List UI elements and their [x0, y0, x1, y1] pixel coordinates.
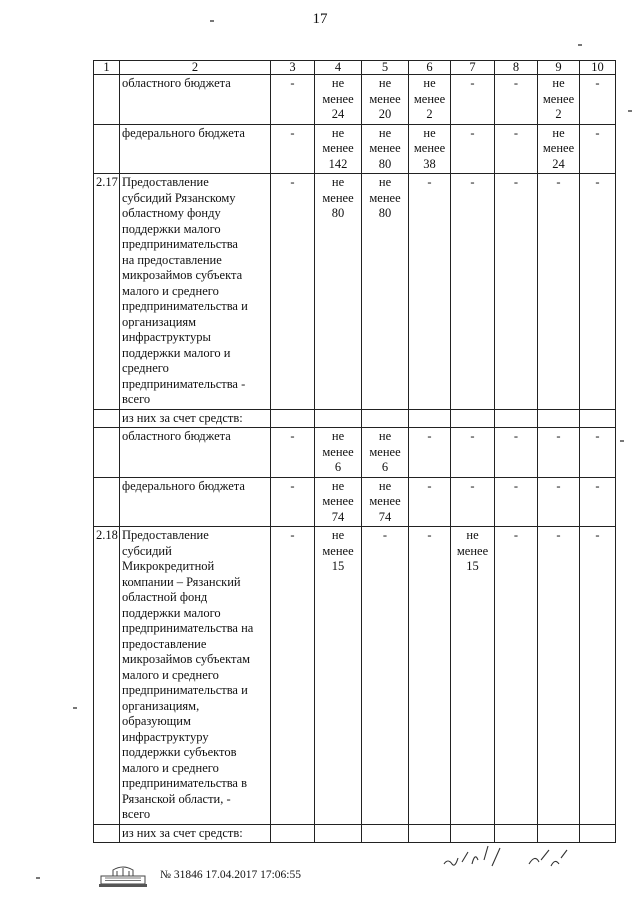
value-cell-col-9: не менее 24 — [538, 124, 580, 174]
value-cell-col-10: - — [580, 527, 616, 825]
row-number — [94, 75, 120, 125]
value-cell-col-7: - — [451, 428, 495, 478]
row-description: из них за счет средств: — [120, 409, 271, 428]
value-cell-col-7: - — [451, 124, 495, 174]
value-cell-col-9: - — [538, 477, 580, 527]
value-cell-col-8 — [495, 409, 538, 428]
value-cell-col-5: не менее 6 — [362, 428, 409, 478]
row-number — [94, 409, 120, 428]
value-cell-col-7: - — [451, 75, 495, 125]
scan-speck — [578, 44, 582, 46]
row-number — [94, 477, 120, 527]
value-cell-col-10: - — [580, 124, 616, 174]
header-row — [94, 61, 616, 75]
row-number — [94, 124, 120, 174]
value-cell-col-7 — [451, 409, 495, 428]
value-cell-col-3: - — [271, 527, 315, 825]
value-cell-col-3: - — [271, 75, 315, 125]
signature-mark-2 — [525, 842, 575, 874]
value-cell-col-4: не менее 15 — [315, 527, 362, 825]
value-cell-col-4: не менее 6 — [315, 428, 362, 478]
value-cell-col-4 — [315, 409, 362, 428]
column-header-3: 3 — [271, 61, 315, 75]
value-cell-col-4: не менее 24 — [315, 75, 362, 125]
row-number: 2.18 — [94, 527, 120, 825]
row-description: из них за счет средств: — [120, 824, 271, 843]
column-header-5: 5 — [362, 61, 409, 75]
value-cell-col-8: - — [495, 428, 538, 478]
row-description: федерального бюджета — [120, 477, 271, 527]
value-cell-col-9 — [538, 409, 580, 428]
value-cell-col-5: не менее 74 — [362, 477, 409, 527]
value-cell-col-10: - — [580, 428, 616, 478]
page-number: 17 — [312, 11, 328, 27]
scan-speck — [628, 110, 632, 112]
table-row — [94, 75, 616, 125]
value-cell-col-4: не менее 80 — [315, 174, 362, 410]
value-cell-col-9: - — [538, 428, 580, 478]
row-description: областного бюджета — [120, 75, 271, 125]
scan-speck — [73, 707, 77, 709]
value-cell-col-9: - — [538, 174, 580, 410]
value-cell-col-6 — [409, 409, 451, 428]
column-header-9: 9 — [538, 61, 580, 75]
value-cell-col-4: не менее 142 — [315, 124, 362, 174]
value-cell-col-3: - — [271, 124, 315, 174]
value-cell-col-3: - — [271, 174, 315, 410]
value-cell-col-3 — [271, 824, 315, 843]
row-number: 2.17 — [94, 174, 120, 410]
table-row — [94, 477, 616, 527]
row-description: областного бюджета — [120, 428, 271, 478]
value-cell-col-4 — [315, 824, 362, 843]
value-cell-col-6: - — [409, 477, 451, 527]
value-cell-col-9: - — [538, 527, 580, 825]
value-cell-col-5 — [362, 824, 409, 843]
value-cell-col-7: - — [451, 477, 495, 527]
value-cell-col-10: - — [580, 477, 616, 527]
scan-speck — [620, 440, 624, 442]
row-description: Предоставление субсидий Микрокредитной компании – Рязанский областной фонд поддержки малого предпринимательства на предоставление микрозаймов субъектам малого и среднего предпринимательства и организациям, образующим инфраструктуру поддержки субъектов малого и среднего предпринимательства в Рязанской области, - всего — [120, 527, 271, 825]
table-row — [94, 174, 616, 410]
row-description: Предоставление субсидий Рязанскому областному фонду поддержки малого предпринимательства на предоставление микрозаймов субъекта малого и среднего предпринимательства и организациям инфраструктуры поддержки малого и среднего предпринимательства - всего — [120, 174, 271, 410]
table-row — [94, 409, 616, 428]
value-cell-col-8: - — [495, 75, 538, 125]
column-header-8: 8 — [495, 61, 538, 75]
value-cell-col-3: - — [271, 477, 315, 527]
row-description: федерального бюджета — [120, 124, 271, 174]
value-cell-col-10: - — [580, 75, 616, 125]
column-header-7: 7 — [451, 61, 495, 75]
column-header-6: 6 — [409, 61, 451, 75]
column-header-1: 1 — [94, 61, 120, 75]
value-cell-col-9: не менее 2 — [538, 75, 580, 125]
row-number — [94, 428, 120, 478]
column-header-2: 2 — [120, 61, 271, 75]
value-cell-col-8: - — [495, 477, 538, 527]
scan-speck — [210, 20, 214, 22]
value-cell-col-6: - — [409, 174, 451, 410]
value-cell-col-8: - — [495, 124, 538, 174]
value-cell-col-8: - — [495, 527, 538, 825]
registration-number: № 31846 17.04.2017 17:06:55 — [160, 869, 301, 881]
table-row — [94, 824, 616, 843]
value-cell-col-6: - — [409, 428, 451, 478]
column-header-4: 4 — [315, 61, 362, 75]
value-cell-col-10 — [580, 409, 616, 428]
value-cell-col-5: не менее 80 — [362, 124, 409, 174]
signature-mark-1 — [440, 838, 510, 874]
table-row — [94, 428, 616, 478]
value-cell-col-7: - — [451, 174, 495, 410]
value-cell-col-4: не менее 74 — [315, 477, 362, 527]
indicators-table — [93, 60, 616, 843]
row-number — [94, 824, 120, 843]
value-cell-col-3 — [271, 409, 315, 428]
column-header-10: 10 — [580, 61, 616, 75]
value-cell-col-10: - — [580, 174, 616, 410]
table-row — [94, 527, 616, 825]
value-cell-col-6: - — [409, 527, 451, 825]
value-cell-col-3: - — [271, 428, 315, 478]
value-cell-col-10 — [580, 824, 616, 843]
table-row — [94, 124, 616, 174]
value-cell-col-5: - — [362, 527, 409, 825]
government-emblem-stamp — [95, 862, 151, 888]
scan-speck — [36, 877, 40, 879]
value-cell-col-8: - — [495, 174, 538, 410]
value-cell-col-5: не менее 20 — [362, 75, 409, 125]
value-cell-col-5: не менее 80 — [362, 174, 409, 410]
value-cell-col-7: не менее 15 — [451, 527, 495, 825]
value-cell-col-6: не менее 38 — [409, 124, 451, 174]
value-cell-col-6: не менее 2 — [409, 75, 451, 125]
value-cell-col-5 — [362, 409, 409, 428]
value-cell-col-9 — [538, 824, 580, 843]
